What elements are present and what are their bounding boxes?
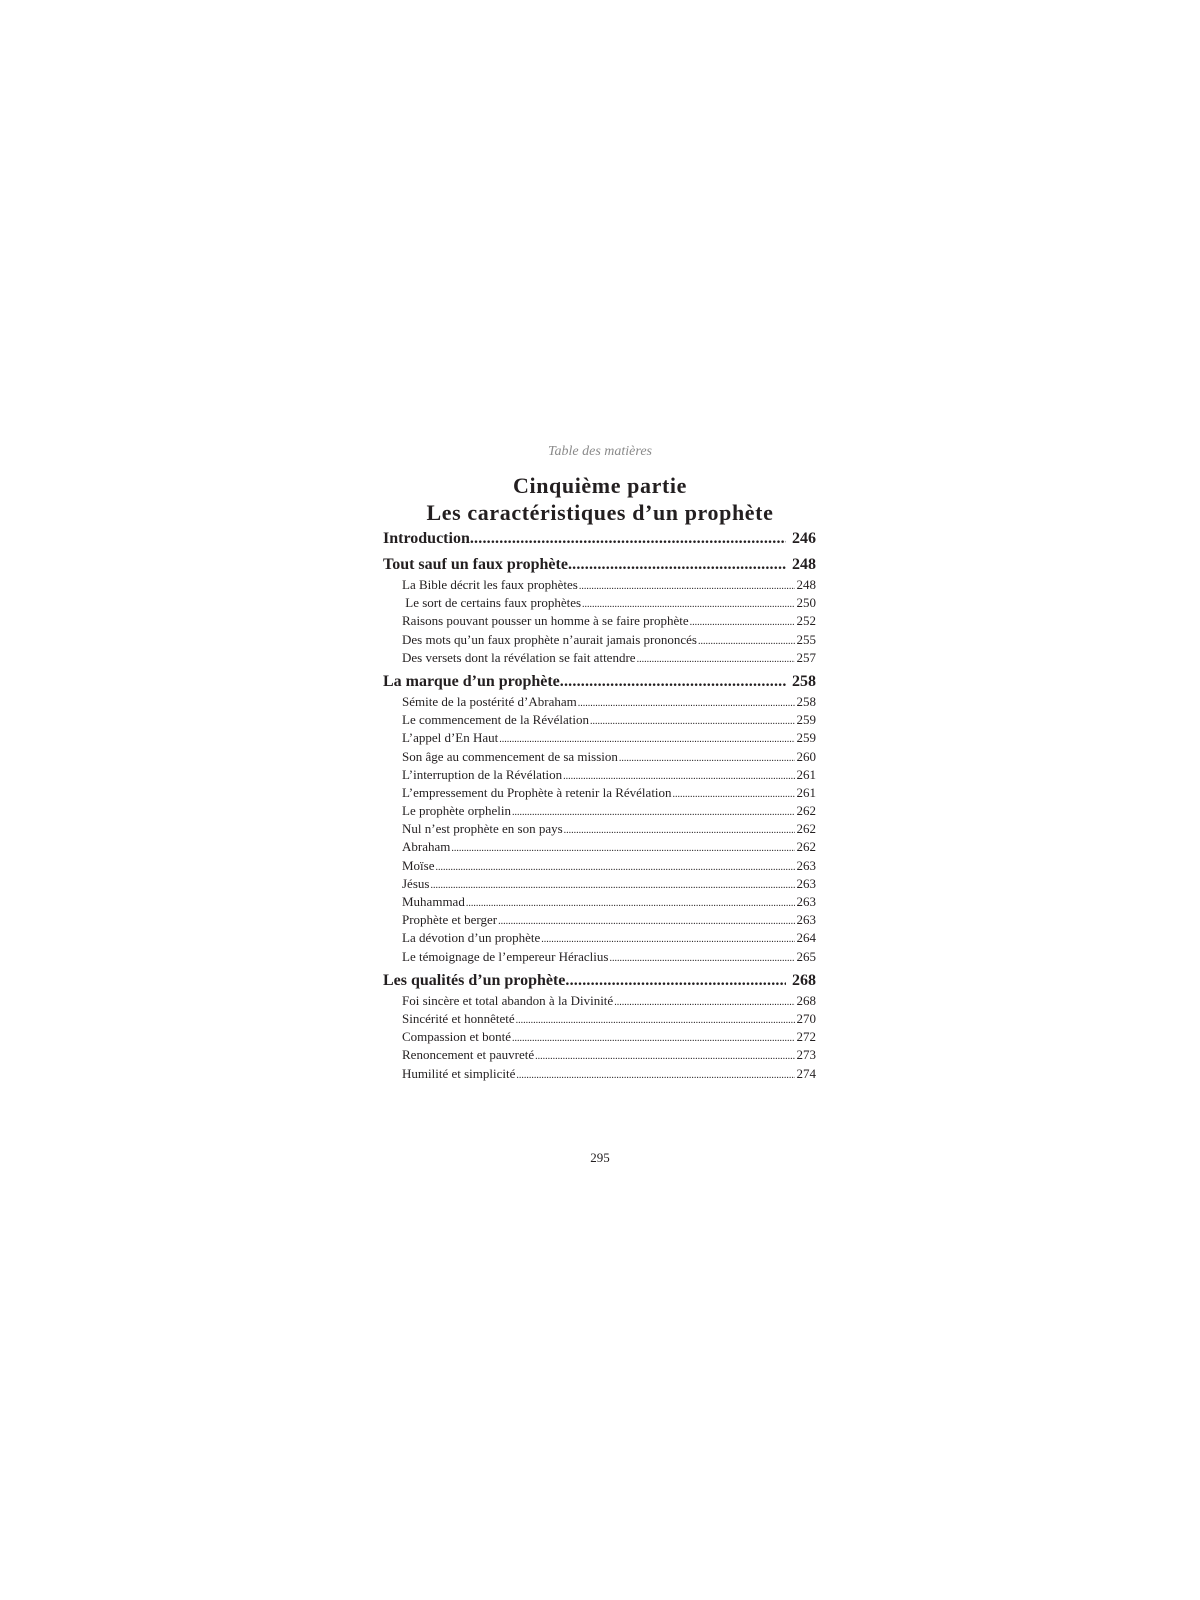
table-of-contents (383, 528, 816, 1087)
toc-entry[interactable] (383, 1065, 816, 1083)
toc-entry-label: Son âge au commencement de sa mission (402, 748, 618, 764)
dot-leader (564, 822, 795, 840)
toc-entry-page: 259 (796, 712, 816, 728)
toc-section-title: Tout sauf un faux prophète (383, 556, 568, 573)
toc-entry[interactable] (383, 820, 816, 838)
toc-section-faux-prophete (383, 554, 816, 667)
toc-entry-label: Abraham (402, 839, 451, 855)
toc-entry-label: L’interruption de la Révélation (402, 766, 563, 782)
dot-leader (512, 1030, 794, 1048)
dot-leader (673, 786, 795, 804)
toc-section-title: La marque d’un prophète (383, 672, 560, 690)
toc-entry-page: 263 (796, 857, 816, 873)
toc-entry[interactable] (383, 1028, 816, 1046)
toc-entry[interactable] (383, 612, 816, 630)
dot-leader (466, 895, 795, 913)
toc-entry[interactable] (383, 992, 816, 1010)
toc-entry-label: Muhammad (402, 894, 465, 909)
toc-section-page: 248 (792, 556, 816, 573)
toc-entry-label: Des mots qu’un faux prophète n’aurait jamais prononcés (402, 631, 697, 647)
toc-entry-label: Des versets dont la révélation se fait attendre (402, 649, 636, 665)
dot-leader (578, 695, 795, 713)
toc-entry[interactable] (383, 857, 816, 875)
toc-section-title: Introduction (383, 530, 470, 547)
toc-entry-label: La dévotion d’un prophète (402, 930, 541, 946)
dot-leader (609, 950, 794, 968)
toc-entry[interactable] (383, 748, 816, 766)
toc-section-page: 246 (792, 530, 816, 547)
running-header: Table des matières (548, 444, 652, 459)
toc-entry[interactable] (383, 784, 816, 802)
toc-entry[interactable] (383, 802, 816, 820)
toc-entry-label: Jésus (402, 875, 430, 891)
toc-entry[interactable] (383, 729, 816, 747)
toc-entry-page: 268 (796, 992, 816, 1008)
dot-leader (516, 1012, 795, 1030)
toc-entry-label: Compassion et bonté (402, 1029, 512, 1045)
dot-leader (590, 713, 795, 731)
toc-entry-page: 257 (796, 649, 816, 665)
toc-entry-page: 263 (796, 875, 816, 891)
toc-entry-page: 262 (796, 839, 816, 855)
toc-section-title: Les qualités d’un prophète (383, 971, 566, 989)
toc-entry-page: 260 (796, 748, 816, 764)
toc-entry[interactable] (383, 948, 816, 966)
toc-entry[interactable] (383, 893, 816, 911)
toc-entry-label: L’empressement du Prophète à retenir la Révélation (402, 784, 672, 800)
part-title-line2: Les caractéristiques d’un prophète (426, 500, 774, 525)
toc-section-heading[interactable] (383, 671, 816, 693)
toc-entry-page: 261 (796, 784, 816, 800)
toc-entry-label: Renoncement et pauvreté (402, 1047, 535, 1063)
toc-entry-page: 259 (796, 730, 816, 746)
dot-leader (698, 633, 795, 651)
toc-entry[interactable] (383, 875, 816, 893)
toc-entry-page: 261 (796, 766, 816, 782)
toc-entry-label: Le témoignage de l’empereur Héraclius (402, 948, 609, 964)
toc-section-page: 268 (792, 971, 816, 989)
toc-entry-page: 255 (796, 631, 816, 647)
toc-entry-page: 250 (796, 595, 816, 611)
dot-leader (637, 651, 795, 669)
dot-leader (614, 994, 794, 1012)
part-title (0, 472, 1200, 526)
toc-entry[interactable] (383, 766, 816, 784)
dot-leader (565, 970, 786, 992)
toc-entry-page: 264 (796, 930, 816, 946)
dot-leader (498, 913, 794, 931)
toc-entry-label: Le commencement de la Révélation (402, 712, 589, 728)
toc-entry-label: Le prophète orphelin (402, 803, 512, 819)
toc-section-introduction (383, 528, 816, 550)
toc-section-page: 258 (792, 672, 816, 690)
dot-leader (579, 578, 795, 596)
toc-entry-label: Prophète et berger (402, 912, 498, 928)
dot-leader (451, 840, 794, 858)
toc-entry-label: Moïse (402, 857, 435, 873)
part-title-line1: Cinquième partie (513, 473, 687, 498)
toc-section-heading[interactable] (383, 528, 816, 550)
toc-entry-page: 263 (796, 894, 816, 909)
toc-entry-page: 262 (796, 803, 816, 819)
toc-entry[interactable] (383, 838, 816, 856)
toc-entry[interactable] (383, 649, 816, 667)
toc-entry-label: Sincérité et honnêteté (402, 1010, 515, 1026)
dot-leader (560, 671, 786, 693)
toc-entry-label: Raisons pouvant pousser un homme à se faire prophète (402, 613, 689, 629)
toc-entry-label: Foi sincère et total abandon à la Divinité (402, 992, 614, 1008)
dot-leader (516, 1067, 794, 1085)
dot-leader (535, 1048, 794, 1066)
toc-entry-label: Le sort de certains faux prophètes (402, 595, 582, 611)
page-number: 295 (590, 1150, 610, 1165)
toc-entry[interactable] (383, 576, 816, 594)
dot-leader (436, 859, 795, 877)
toc-section-heading[interactable] (383, 970, 816, 992)
toc-entry[interactable] (383, 631, 816, 649)
toc-entry-page: 248 (796, 577, 816, 592)
toc-entry[interactable] (383, 1010, 816, 1028)
dot-leader (470, 528, 786, 550)
toc-entry-page: 263 (796, 912, 816, 928)
dot-leader (619, 750, 795, 768)
toc-entry[interactable] (383, 711, 816, 729)
toc-entry-page: 258 (796, 693, 816, 709)
toc-entry-page: 262 (796, 821, 816, 837)
dot-leader (690, 614, 795, 632)
toc-section-qualites-prophete (383, 970, 816, 1083)
toc-entry-label: La Bible décrit les faux prophètes (402, 577, 578, 592)
toc-entry-page: 270 (796, 1010, 816, 1026)
toc-section-heading[interactable] (383, 554, 816, 576)
toc-entry[interactable] (383, 911, 816, 929)
toc-entry[interactable] (383, 594, 816, 612)
dot-leader (430, 877, 794, 895)
toc-entry-page: 265 (796, 948, 816, 964)
toc-entry[interactable] (383, 1046, 816, 1064)
toc-entry[interactable] (383, 929, 816, 947)
toc-entry[interactable] (383, 693, 816, 711)
toc-entry-page: 272 (796, 1029, 816, 1045)
toc-entry-page: 252 (796, 613, 816, 629)
toc-entry-label: Sémite de la postérité d’Abraham (402, 693, 577, 709)
toc-entry-label: Humilité et simplicité (402, 1065, 516, 1081)
toc-entry-label: L’appel d’En Haut (402, 730, 499, 746)
dot-leader (568, 554, 786, 576)
toc-entry-label: Nul n’est prophète en son pays (402, 821, 563, 837)
toc-entry-page: 273 (796, 1047, 816, 1063)
toc-entry-page: 274 (796, 1065, 816, 1081)
toc-section-marque-prophete (383, 671, 816, 966)
